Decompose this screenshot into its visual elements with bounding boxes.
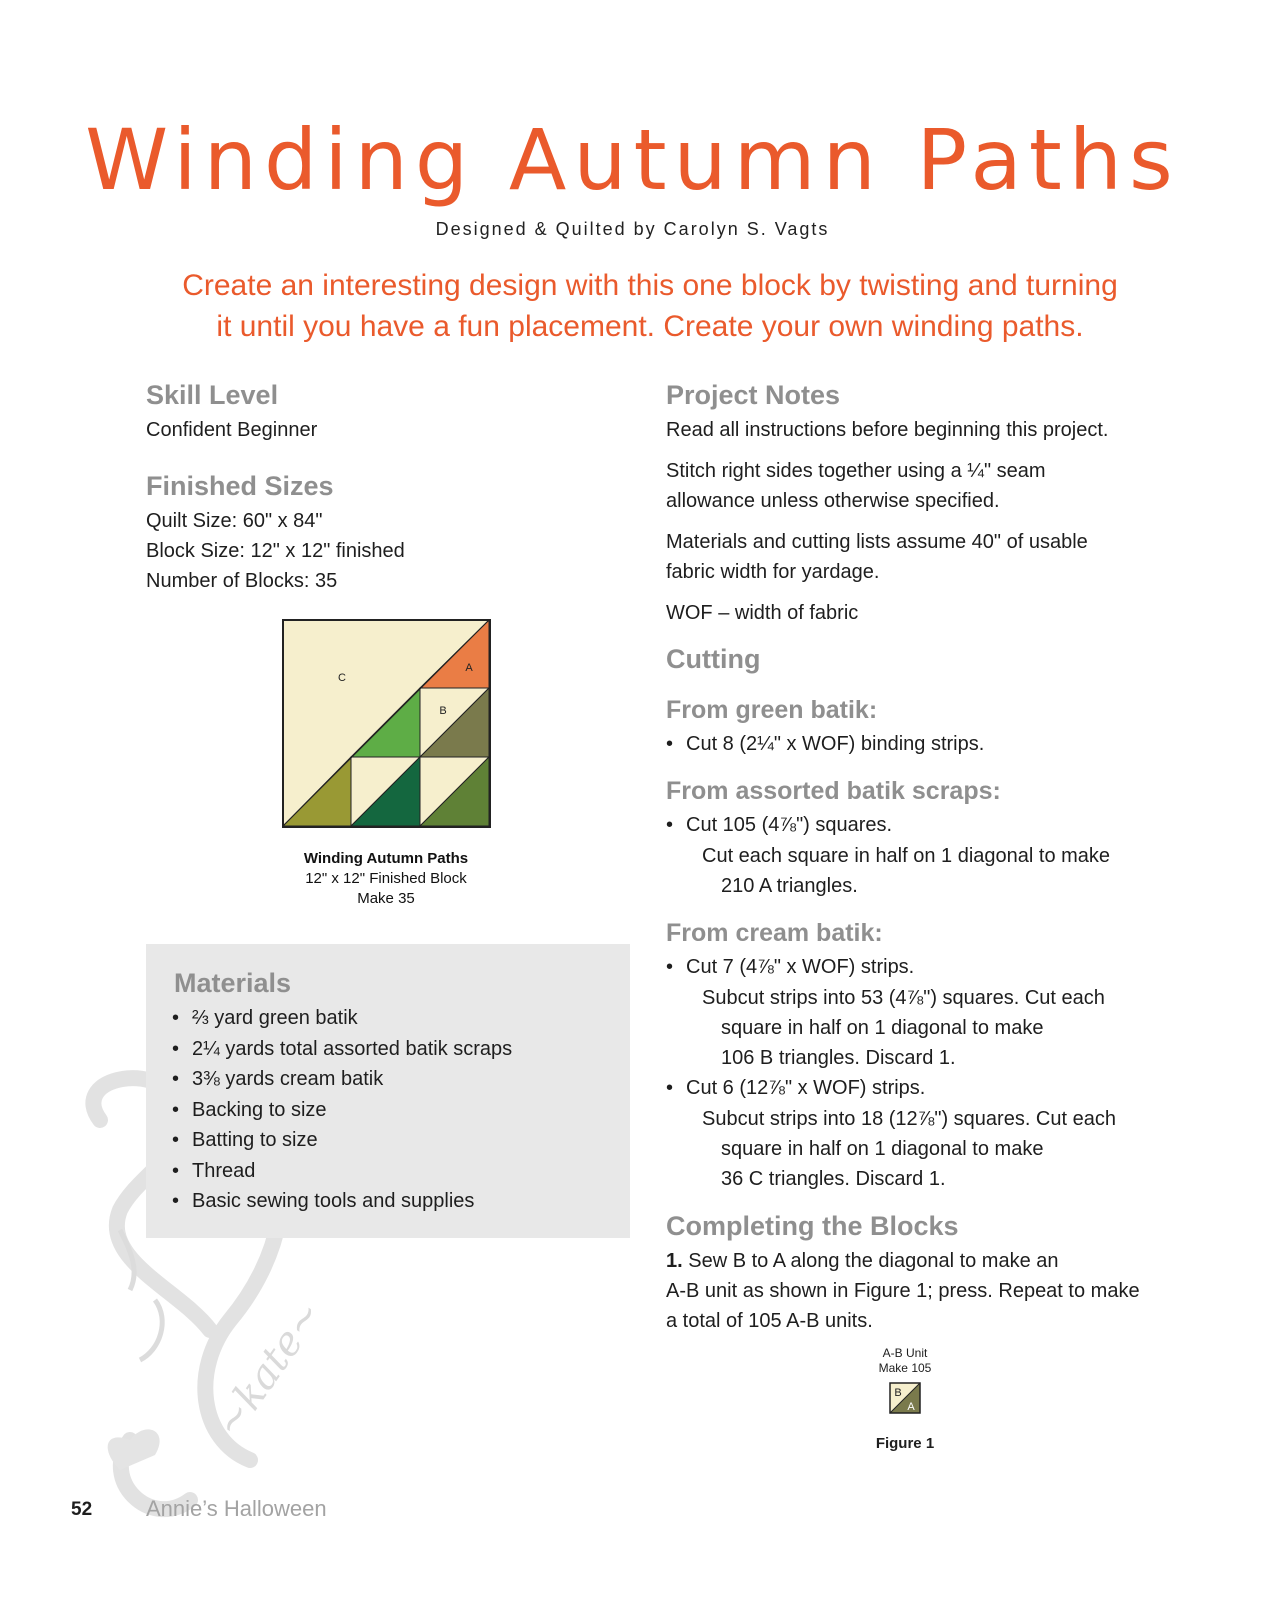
note-1: Read all instructions before beginning this project. [666,419,1109,441]
list-item: • Cut 6 (12⅞" x WOF) strips. [666,1073,1186,1104]
note-4: WOF – width of fabric [666,602,859,624]
designer-byline: Designed & Quilted by Carolyn S. Vagts [435,219,830,239]
cream-2-sub-b: square in half on 1 diagonal to make [721,1138,1044,1160]
block-caption-make: Make 35 [357,890,415,907]
note-3a: Materials and cutting lists assume 40" of usable [666,531,1088,553]
ab-unit-label-a: A [907,1401,915,1413]
step-number: 1. [666,1250,683,1272]
label-a: A [465,662,473,674]
scraps-sub-b: 210 A triangles. [721,875,858,897]
watermark-text: ~kate~ [205,1292,333,1446]
list-item: • Cut 105 (4⅞") squares. [666,810,1186,841]
step-1-line-a [666,1246,1059,1276]
scraps-list [666,810,1186,841]
cutting-heading: Cutting [666,644,761,674]
cream-batik-heading: From cream batik: [666,919,883,947]
materials-heading: Materials [174,968,292,998]
cream-1-sub-b: square in half on 1 diagonal to make [721,1017,1044,1039]
list-item: • Cut 7 (4⅞" x WOF) strips. [666,952,1186,983]
project-notes-heading: Project Notes [666,380,841,410]
list-item: • Basic sewing tools and supplies [172,1186,612,1217]
note-2a: Stitch right sides together using a ¼" seam [666,460,1046,482]
list-item: • ⅔ yard green batik [172,1003,612,1034]
ab-unit-label-b: B [894,1387,902,1399]
green-batik-heading: From green batik: [666,696,878,724]
skill-level-heading: Skill Level [146,380,279,410]
block-diagram [282,619,492,829]
materials-list [172,1003,612,1217]
list-item: • Backing to size [172,1095,612,1126]
block-caption-size: 12" x 12" Finished Block [305,870,467,887]
figure1-make-label: Make 105 [878,1361,932,1375]
publication-name: Annie’s Halloween [146,1496,327,1521]
note-2b: allowance unless otherwise specified. [666,490,1000,512]
quilt-size: Quilt Size: 60" x 84" [146,510,323,532]
green-batik-list [666,729,1166,760]
block-size: Block Size: 12" x 12" finished [146,540,405,562]
list-item: • Batting to size [172,1125,612,1156]
finished-sizes-heading: Finished Sizes [146,471,334,501]
figure1-caption: Figure 1 [875,1435,935,1452]
list-item: • 3⅜ yards cream batik [172,1064,612,1095]
completing-heading: Completing the Blocks [666,1211,959,1241]
step-1-text-a: Sew B to A along the diagonal to make an [682,1250,1059,1272]
page-number: 52 [71,1499,93,1520]
cream-list-2 [666,1073,1186,1104]
page-title: Winding Autumn Paths [85,111,1180,209]
block-caption [256,849,516,909]
list-item: • 2¼ yards total assorted batik scraps [172,1034,612,1065]
cream-1-sub-c: 106 B triangles. Discard 1. [721,1047,956,1069]
cream-2-sub-c: 36 C triangles. Discard 1. [721,1168,946,1190]
ab-unit-diagram [889,1382,921,1414]
skill-level-value: Confident Beginner [146,419,318,441]
cream-list-1 [666,952,1186,983]
list-item: • Cut 8 (2¼" x WOF) binding strips. [666,729,1166,760]
note-3b: fabric width for yardage. [666,561,880,583]
scraps-sub-a: Cut each square in half on 1 diagonal to make [702,845,1111,867]
list-item: • Thread [172,1156,612,1187]
number-of-blocks: Number of Blocks: 35 [146,570,338,592]
scraps-heading: From assorted batik scraps: [666,777,1001,805]
block-caption-title: Winding Autumn Paths [303,850,469,867]
cream-1-sub-a: Subcut strips into 53 (4⅞") squares. Cut each [702,987,1105,1009]
figure1-unit-label: A-B Unit [882,1346,928,1360]
figure1-labels [855,1346,955,1376]
intro-line-1: Create an interesting design with this one block by twisting and turning [182,269,1118,302]
intro-text [130,265,1170,347]
intro-line-2: it until you have a fun placement. Create your own winding paths. [216,310,1084,343]
step-1-line-c: a total of 105 A-B units. [666,1310,873,1332]
cream-2-sub-a: Subcut strips into 18 (12⅞") squares. Cut each [702,1108,1116,1130]
label-c: C [338,672,346,684]
label-b: B [439,705,447,717]
step-1-line-b: A-B unit as shown in Figure 1; press. Repeat to make [666,1280,1140,1302]
